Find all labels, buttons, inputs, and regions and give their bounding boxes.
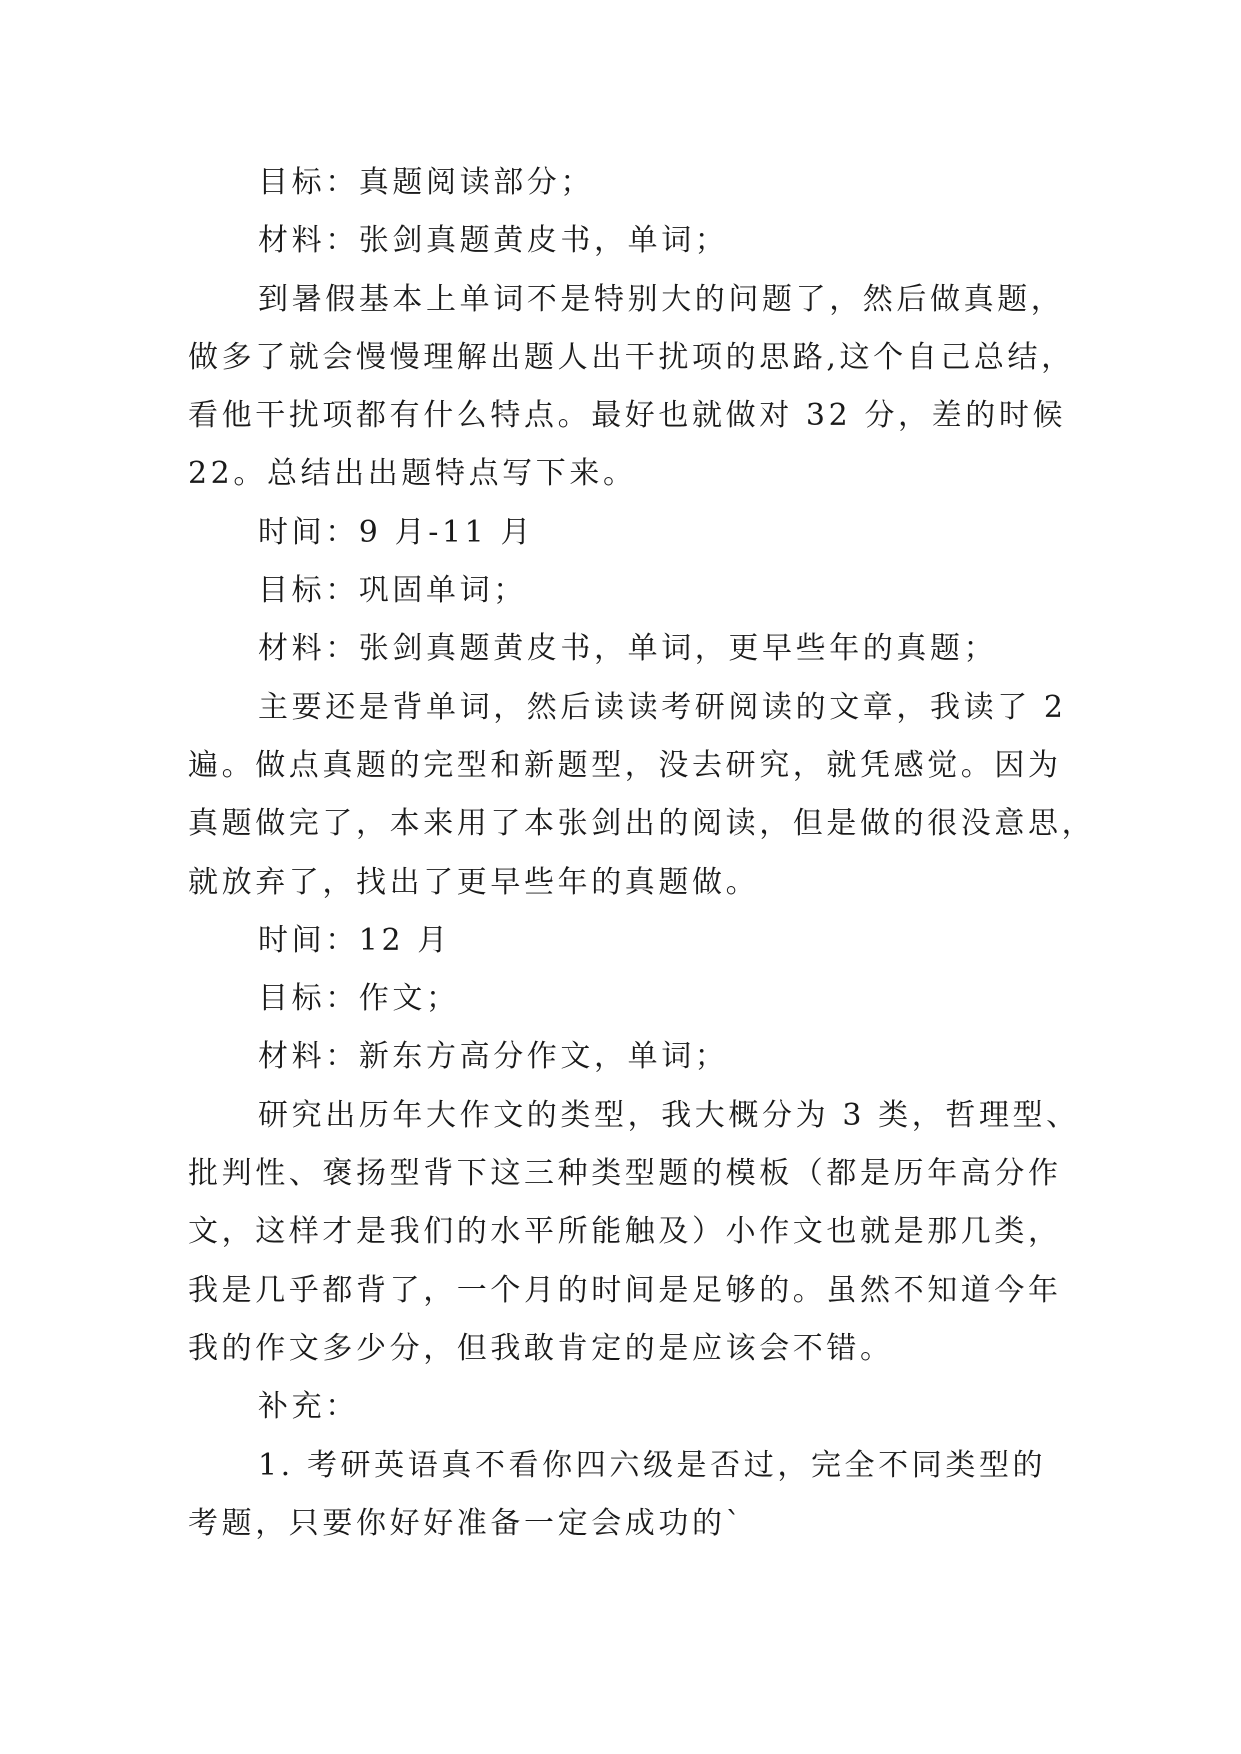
text-line: 到暑假基本上单词不是特别大的问题了，然后做真题，	[258, 281, 1065, 317]
text-line: 我是几乎都背了，一个月的时间是足够的。虽然不知道今年	[188, 1272, 1062, 1308]
text-line: 研究出历年大作文的类型，我大概分为 3 类，哲理型、	[258, 1097, 1080, 1133]
text-line: 批判性、褒扬型背下这三种类型题的模板（都是历年高分作	[188, 1156, 1062, 1192]
text-line: 就放弃了，找出了更早些年的真题做。	[188, 864, 760, 900]
text-line: 文，这样才是我们的水平所能触及）小作文也就是那几类，	[188, 1214, 1062, 1250]
text-line: 看他干扰项都有什么特点。最好也就做对 32 分，差的时候	[188, 398, 1067, 434]
text-line: 真题做完了，本来用了本张剑出的阅读，但是做的很没意思，	[188, 806, 1096, 842]
text-line: 做多了就会慢慢理解出题人出干扰项的思路,这个自己总结，	[188, 339, 1075, 375]
text-line: 补充：	[258, 1389, 359, 1425]
text-line: 主要还是背单词，然后读读考研阅读的文章，我读了 2	[258, 689, 1067, 725]
text-line: 时间：9 月-11 月	[258, 514, 535, 550]
text-line: 22。总结出出题特点写下来。	[188, 456, 637, 492]
text-line: 材料：张剑真题黄皮书，单词，更早些年的真题；	[258, 631, 998, 667]
text-line: 考题，只要你好好准备一定会成功的`	[188, 1505, 745, 1541]
body-text	[188, 154, 1096, 1553]
text-line: 目标：作文；	[258, 981, 460, 1017]
text-line: 材料：新东方高分作文，单词；	[258, 1039, 729, 1075]
text-line: 1. 考研英语真不看你四六级是否过，完全不同类型的	[258, 1447, 1047, 1483]
text-line: 遍。做点真题的完型和新题型，没去研究，就凭感觉。因为	[188, 747, 1062, 783]
text-line: 目标：巩固单词；	[258, 573, 527, 609]
text-line: 目标：真题阅读部分；	[258, 165, 594, 200]
text-line: 时间：12 月	[258, 922, 451, 958]
text-line: 材料：张剑真题黄皮书，单词；	[258, 223, 729, 259]
text-line: 我的作文多少分，但我敢肯定的是应该会不错。	[188, 1330, 894, 1366]
